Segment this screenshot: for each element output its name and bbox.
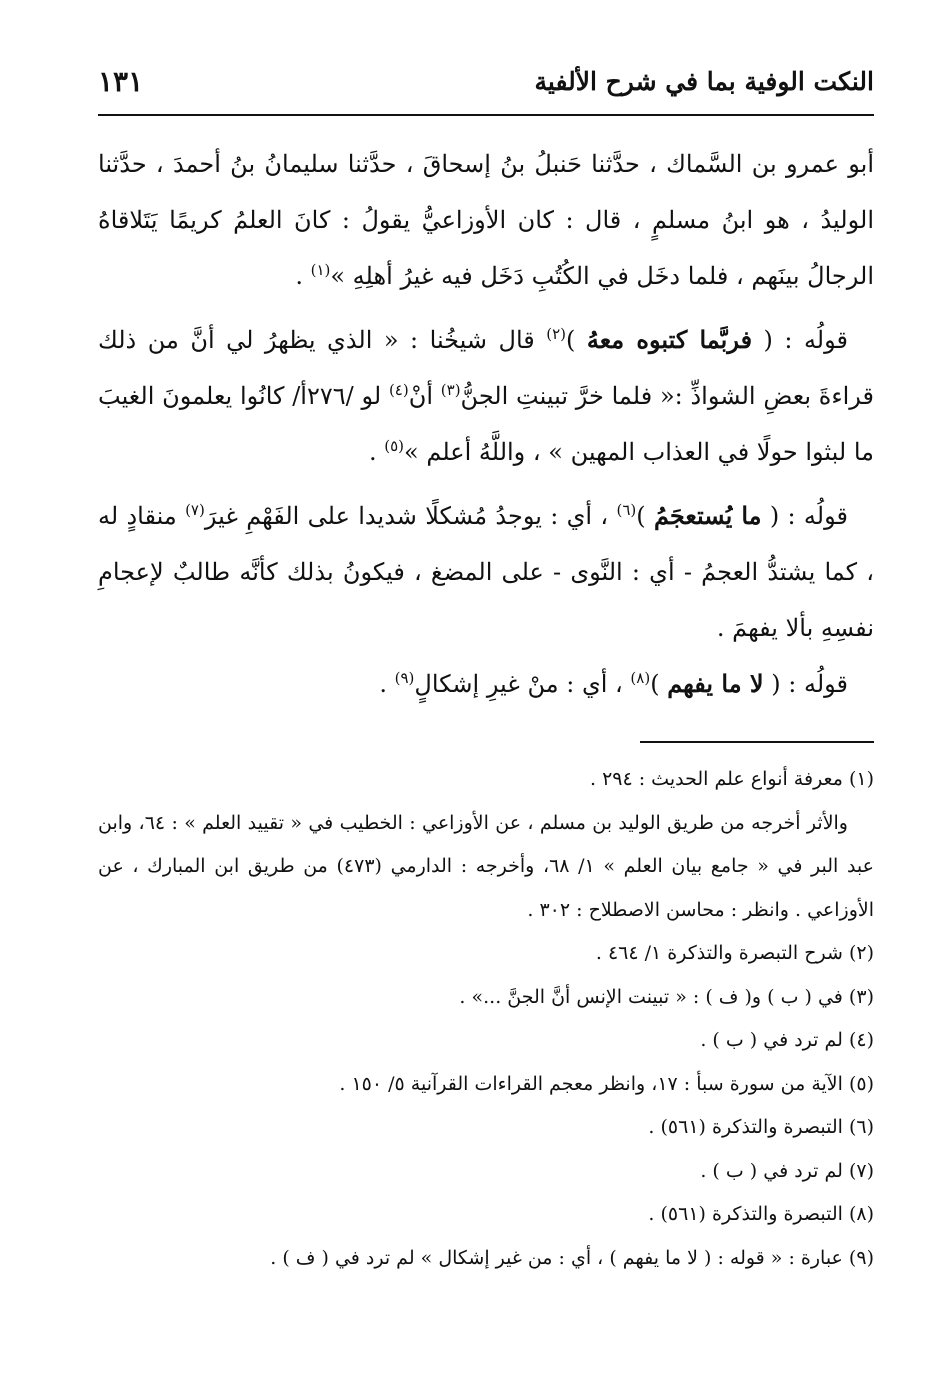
main-text <box>98 136 874 712</box>
footnote-2: (٢) شرح التبصرة والتذكرة ١/ ٤٦٤ . <box>595 942 874 964</box>
footnote-ref: (٤) <box>388 381 409 399</box>
footnote-ref: (٥) <box>384 437 405 455</box>
commentary-lead: قولُه : ( <box>763 670 848 698</box>
paragraph-2-text-1: قال شيخُنا : « الذي يظهرُ لي أنَّ من ذلك قراءةَ بعضِ الشواذِّ :« فلما خرَّ تبينتِ الجنُّ <box>98 326 875 410</box>
footnote-1: (١) معرفة أنواع علم الحديث : ٢٩٤ . <box>589 768 874 790</box>
footnote-9: (٩) عبارة : « قوله : ( لا ما يفهم ) ، أي : من غير إشكال » لم ترد في ( ف ) . <box>270 1246 874 1269</box>
period: . <box>295 262 311 290</box>
footnote-6: (٦) التبصرة والتذكرة (٥٦١) . <box>648 1116 874 1138</box>
paragraph-4 <box>98 656 874 712</box>
paragraph-3-text-2: منقادٍ له ، كما يشتدُّ العجمُ - أي : النَّوى - على المضغ ، فيكونُ بذلك كأنَّه طالبٌ لإعجامِ نفسِهِ بألا يفهمَ . <box>98 502 874 642</box>
footnote-3: (٣) في ( ب ) و( ف ) : « تبينت الإنس أنَّ الجنَّ ...» . <box>459 985 874 1008</box>
commentary-close: ) <box>566 326 587 354</box>
footnote-8: (٨) التبصرة والتذكرة (٥٦١) . <box>648 1203 874 1225</box>
period: . <box>379 670 395 698</box>
commentary-lemma: فربَّما كتبوه معهُ <box>586 325 753 354</box>
paragraph-1 <box>98 136 874 304</box>
running-title: النكت الوفية بما في شرح الألفية <box>534 66 874 96</box>
footnote-ref: (٩) <box>394 669 415 687</box>
footnote-7: (٧) لم ترد في ( ب ) . <box>700 1159 874 1182</box>
paragraph-2-text-3: لو /٢٧٦أ/ كانُوا يعلمونَ الغيبَ ما لبثوا حولًا في العذاب المهين » ، واللَّهُ أعلم » <box>98 382 874 466</box>
footnote-separator <box>640 741 874 743</box>
paragraph-2-text-2: أنْ <box>408 382 441 410</box>
page-number: ١٣١ <box>98 64 144 98</box>
footnote-ref: (٣) <box>440 381 461 399</box>
footnote-ref: (٦) <box>616 501 637 519</box>
period: . <box>368 438 385 466</box>
commentary-lemma: ما يُستعجَمُ <box>653 501 762 530</box>
footnote-5: (٥) الآية من سورة سبأ : ١٧، وانظر معجم القراءات القرآنية ٥/ ١٥٠ . <box>339 1072 874 1095</box>
footnotes <box>98 758 874 1280</box>
footnote-4: (٤) لم ترد في ( ب ) . <box>700 1029 874 1051</box>
paragraph-4-text: ، أي : منْ غيرِ إشكالٍ <box>414 670 631 698</box>
paragraph-3 <box>98 488 874 656</box>
header-rule <box>98 114 874 116</box>
footnote-ref: (٧) <box>185 501 205 519</box>
commentary-lemma: لا ما يفهم <box>667 669 764 698</box>
commentary-lead: قولُه : ( <box>761 502 848 530</box>
page-header <box>98 58 874 104</box>
footnote-ref: (٢) <box>546 325 566 343</box>
footnote-ref: (٨) <box>630 669 651 687</box>
footnote-1-continuation: والأثر أخرجه من طريق الوليد بن مسلم ، عن الأوزاعي : الخطيب في « تقييد العلم » : ٦٤، وابن عبد البر في « جامع بيان العلم » ١/ ٦٨، وأخرجه : الدارمي (٤٧٣) من طريق ابن المبارك ، عن الأوزاعي . وانظر : محاسن الاصطلاح : ٣٠٢ . <box>98 811 874 921</box>
commentary-close: ) <box>636 502 654 530</box>
paragraph-3-text-1: ، أي : يوجدُ مُشكلًا شديدا على الفَهْمِ غيرَ <box>204 502 617 530</box>
commentary-close: ) <box>650 670 668 698</box>
commentary-lead: قولُه : ( <box>752 326 848 354</box>
paragraph-1-text: أبو عمرو بن السَّماك ، حدَّثنا حَنبلُ بنُ إسحاقَ ، حدَّثنا سليمانُ بنُ أحمدَ ، حدَّثنا الوليدُ ، هو ابنُ مسلمٍ ، قال : كان الأوزاعيُّ يقولُ : كانَ العلمُ كريمًا يَتَلاقاهُ الرجالُ بينَهم ، فلما دخَل في الكُتُبِ دَخَل فيه غيرُ أهلِهِ » <box>98 150 874 290</box>
footnote-ref: (١) <box>310 261 331 279</box>
paragraph-2 <box>98 312 874 480</box>
